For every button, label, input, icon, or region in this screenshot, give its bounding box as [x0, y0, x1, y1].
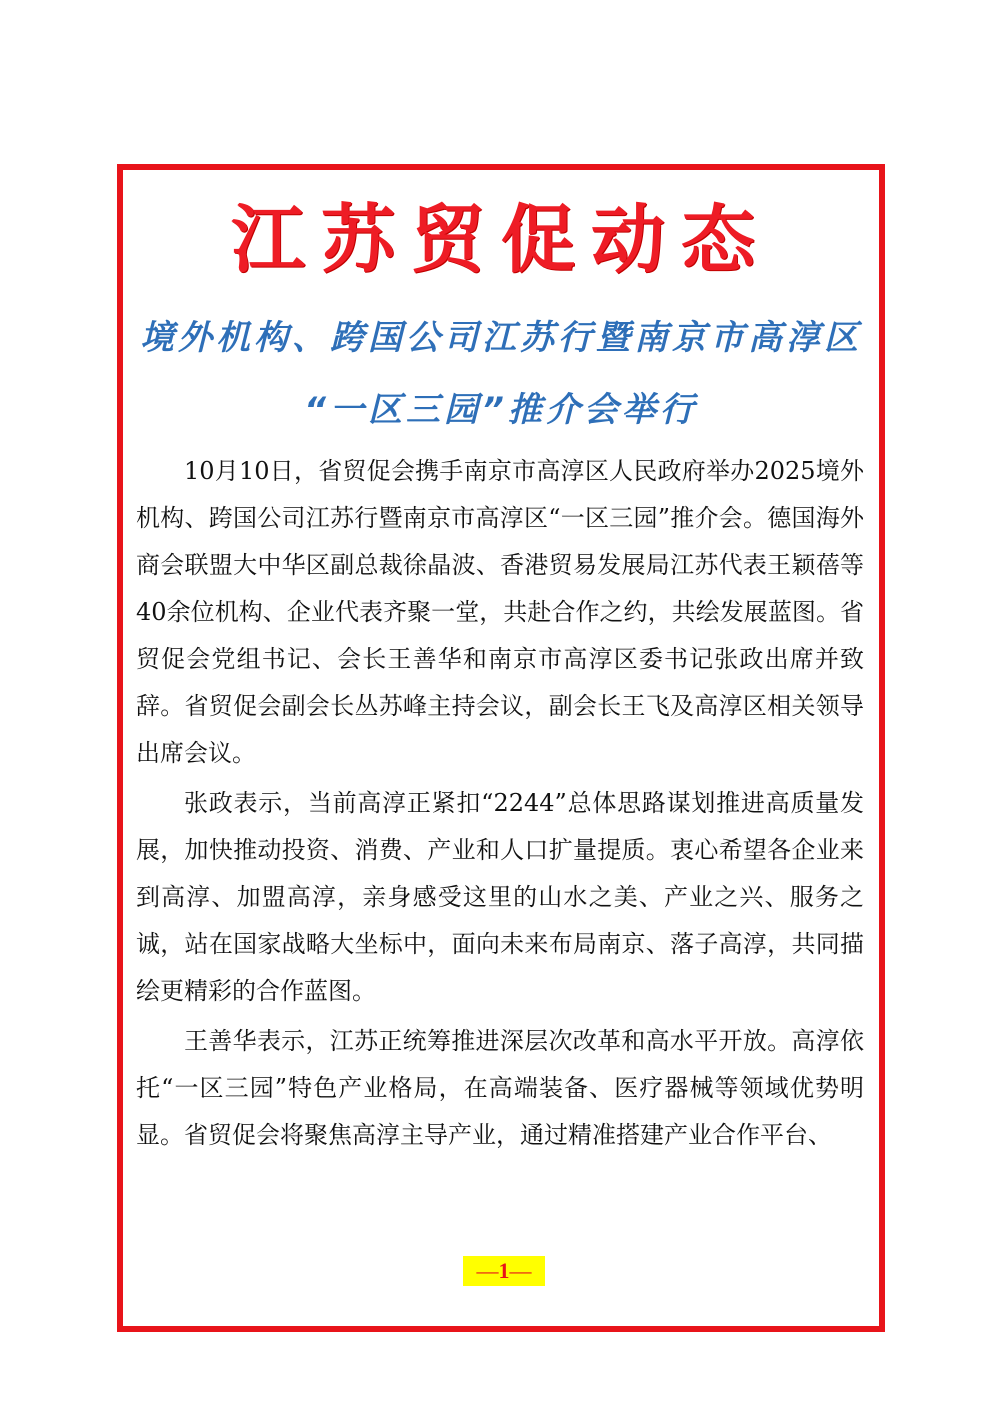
page-number-dash-right: — [509, 1258, 532, 1283]
paragraph-2: 张政表示，当前高淳正紧扣“2244”总体思路谋划推进高质量发展，加快推动投资、消费、产业和人口扩量提质。衷心希望各企业来到高淳、加盟高淳，亲身感受这里的山水之美、产业之兴、服务之诚，站在国家战略大坐标中，面向未来布局南京、落子高淳，共同描绘更精彩的合作蓝图。 [136, 789, 864, 1005]
page-number [463, 1256, 545, 1286]
masthead-title: 江苏贸促动态 [231, 197, 771, 283]
page-number-dash-left: — [476, 1258, 499, 1283]
article-body [136, 448, 864, 1162]
page-number-value: 1 [498, 1258, 510, 1283]
headline-line-1: 境外机构、跨国公司江苏行暨南京市高淳区 [140, 318, 862, 358]
paragraph-1: 10月10日，省贸促会携手南京市高淳区人民政府举办2025境外机构、跨国公司江苏行暨南京市高淳区“一区三园”推介会。德国海外商会联盟大中华区副总裁徐晶波、香港贸易发展局江苏代表王颖蓓等40余位机构、企业代表齐聚一堂，共赴合作之约，共绘发展蓝图。省贸促会党组书记、会长王善华和南京市高淳区委书记张政出席并致辞。省贸促会副会长丛苏峰主持会议，副会长王飞及高淳区相关领导出席会议。 [136, 457, 864, 767]
paragraph-3: 王善华表示，江苏正统筹推进深层次改革和高水平开放。高淳依托“一区三园”特色产业格局，在高端装备、医疗器械等领域优势明显。省贸促会将聚焦高淳主导产业，通过精准搭建产业合作平台、 [136, 1027, 864, 1149]
headline-line-2: “一区三园”推介会举行 [304, 390, 698, 430]
